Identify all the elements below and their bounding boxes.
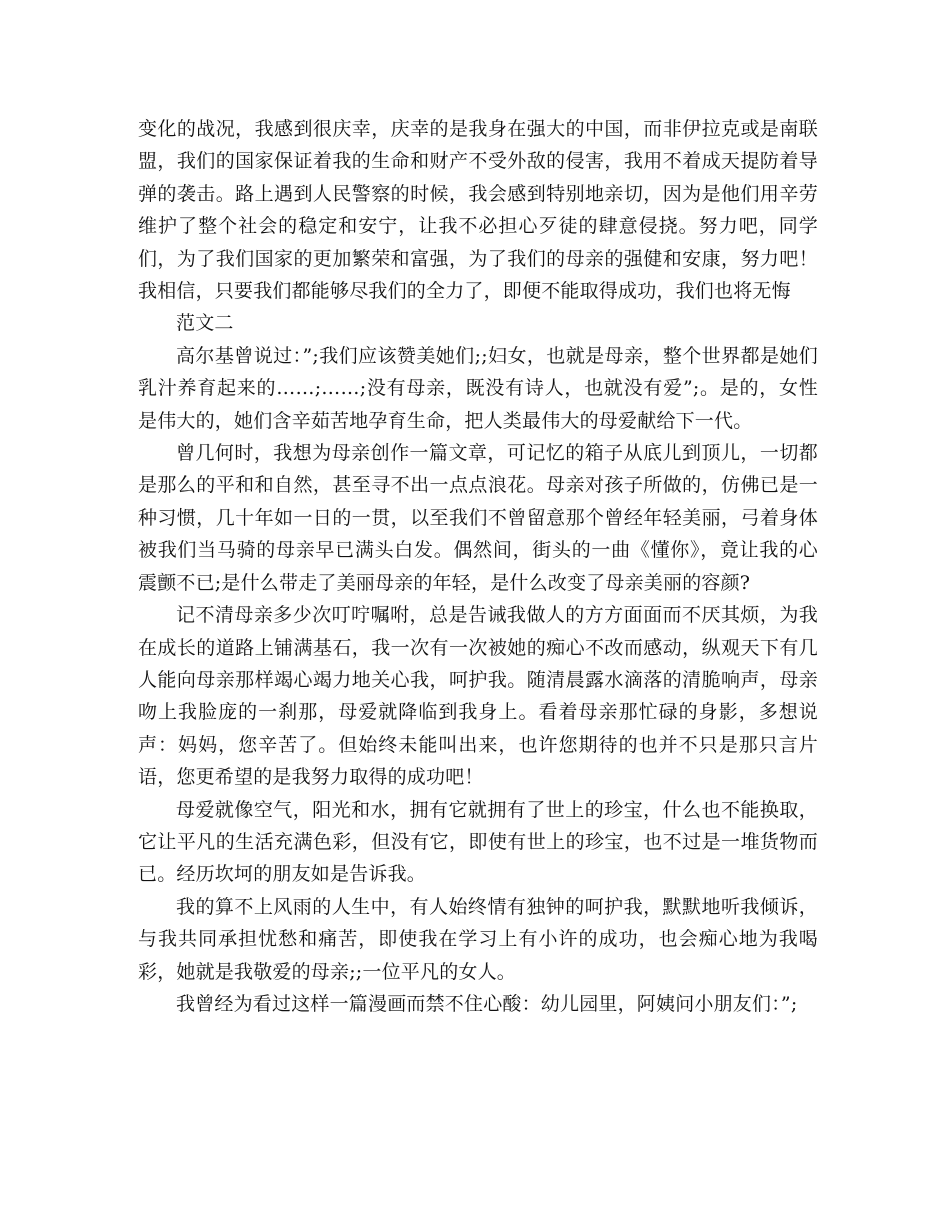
paragraph: 记不清母亲多少次叮咛嘱咐，总是告诫我做人的方方面面而不厌其烦，为我在成长的道路上铺满基石，我一次有一次被她的痴心不改而感动，纵观天下有几人能向母亲那样竭心竭力地关心我，呵护我。随清晨露水滴落的清脆响声，母亲吻上我脸庞的一刹那，母爱就降临到我身上。看着母亲那忙碌的身影，多想说声：妈妈，您辛苦了。但始终未能叫出来，也许您期待的也并不只是那只言片语，您更希望的是我努力取得的成功吧！ <box>138 604 818 789</box>
section-heading: 范文二 <box>176 312 234 335</box>
paragraph: 曾几何时，我想为母亲创作一篇文章，可记忆的箱子从底儿到顶儿，一切都是那么的平和和自然，甚至寻不出一点点浪花。母亲对孩子所做的，仿佛已是一种习惯，几十年如一日的一贯，以至我们不曾留意那个曾经年轻美丽，弓着身体被我们当马骑的母亲早已满头白发。偶然间，街头的一曲《懂你》，竟让我的心震颤不已;是什么带走了美丽母亲的年轻，是什么改变了母亲美丽的容颜? <box>138 442 818 594</box>
paragraph: 我的算不上风雨的人生中，有人始终情有独钟的呵护我，默默地听我倾诉，与我共同承担忧愁和痛苦，即使我在学习上有小许的成功，也会痴心地为我喝彩，她就是我敬爱的母亲;;一位平凡的女人。 <box>138 895 818 983</box>
paragraph: 母爱就像空气，阳光和水，拥有它就拥有了世上的珍宝，什么也不能换取，它让平凡的生活充满色彩，但没有它，即使有世上的珍宝，也不过是一堆货物而已。经历坎坷的朋友如是告诉我。 <box>138 798 818 886</box>
paragraph: 我曾经为看过这样一篇漫画而禁不住心酸：幼儿园里，阿姨问小朋友们：”; <box>176 992 798 1015</box>
document-page <box>138 113 818 1020</box>
paragraph-continuation: 变化的战况，我感到很庆幸，庆幸的是我身在强大的中国，而非伊拉克或是南联盟，我们的国家保证着我的生命和财产不受外敌的侵害，我用不着成天提防着导弹的袭击。路上遇到人民警察的时候，我会感到特别地亲切，因为是他们用辛劳维护了整个社会的稳定和安宁，让我不必担心歹徒的肆意侵挠。努力吧，同学们，为了我们国家的更加繁荣和富强，为了我们的母亲的强健和安康，努力吧！我相信，只要我们都能够尽我们的全力了，即便不能取得成功，我们也将无悔 <box>138 118 818 303</box>
paragraph: 高尔基曾说过：”;我们应该赞美她们;;妇女，也就是母亲，整个世界都是她们乳汁养育起来的……;……;没有母亲，既没有诗人，也就没有爱”;。是的，女性是伟大的，她们含辛茹苦地孕育生命，把人类最伟大的母爱献给下一代。 <box>138 344 818 432</box>
